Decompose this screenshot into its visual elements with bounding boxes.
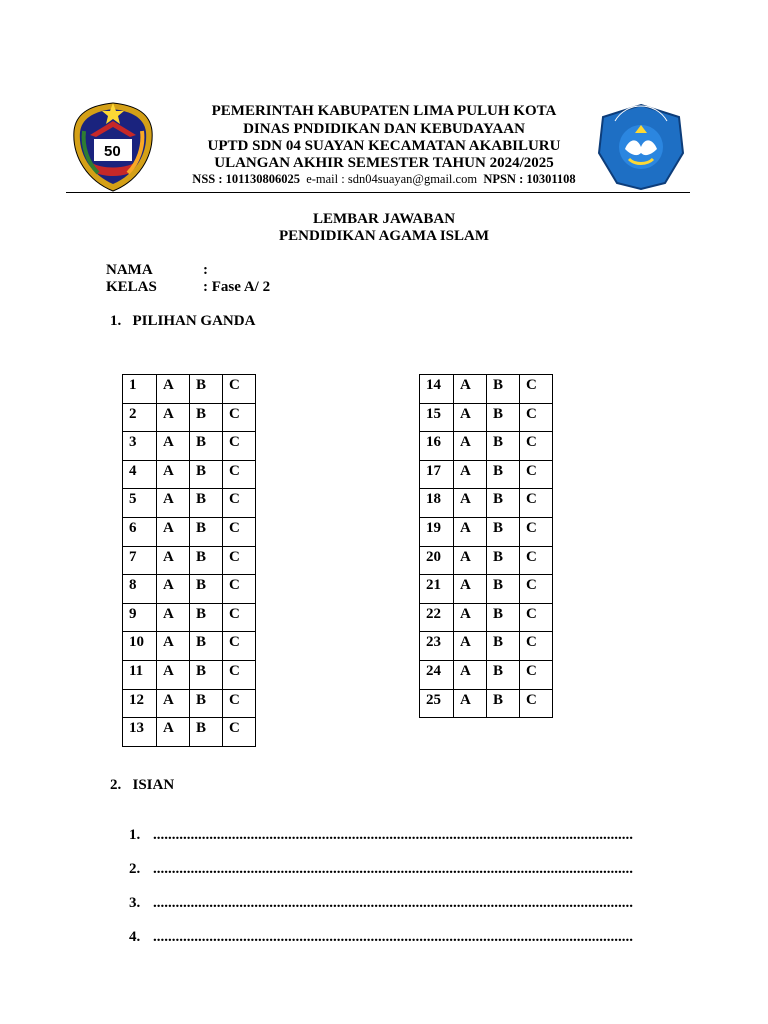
option-c[interactable]: C bbox=[520, 489, 553, 518]
question-number: 9 bbox=[123, 603, 157, 632]
option-c[interactable]: C bbox=[223, 718, 256, 747]
option-b[interactable]: B bbox=[190, 517, 223, 546]
option-b[interactable]: B bbox=[190, 689, 223, 718]
answer-row bbox=[420, 403, 553, 432]
option-a[interactable]: A bbox=[157, 517, 190, 546]
option-a[interactable]: A bbox=[454, 660, 487, 689]
emblem-number: 50 bbox=[104, 143, 121, 160]
question-number: 6 bbox=[123, 517, 157, 546]
option-b[interactable]: B bbox=[190, 575, 223, 604]
question-number: 7 bbox=[123, 546, 157, 575]
answer-table-right bbox=[419, 374, 553, 718]
question-number: 18 bbox=[420, 489, 454, 518]
option-c[interactable]: C bbox=[520, 403, 553, 432]
answer-row bbox=[123, 517, 256, 546]
option-b[interactable]: B bbox=[190, 432, 223, 461]
option-b[interactable]: B bbox=[487, 632, 520, 661]
answer-row bbox=[420, 432, 553, 461]
option-c[interactable]: C bbox=[520, 460, 553, 489]
answer-row bbox=[420, 489, 553, 518]
question-number: 8 bbox=[123, 575, 157, 604]
essay-item[interactable] bbox=[129, 929, 633, 945]
option-b[interactable]: B bbox=[190, 632, 223, 661]
essay-item[interactable] bbox=[129, 861, 633, 877]
option-a[interactable]: A bbox=[157, 546, 190, 575]
question-number: 22 bbox=[420, 603, 454, 632]
option-a[interactable]: A bbox=[454, 489, 487, 518]
question-number: 16 bbox=[420, 432, 454, 461]
option-b[interactable]: B bbox=[487, 517, 520, 546]
sheet-title: LEMBAR JAWABAN bbox=[312, 211, 456, 227]
section-label: ISIAN bbox=[132, 777, 175, 793]
answer-row bbox=[420, 632, 553, 661]
option-a[interactable]: A bbox=[454, 432, 487, 461]
answer-row bbox=[123, 660, 256, 689]
question-number: 17 bbox=[420, 460, 454, 489]
header-school: UPTD SDN 04 SUAYAN KECAMATAN AKABILURU bbox=[207, 138, 561, 154]
option-b[interactable]: B bbox=[487, 546, 520, 575]
option-b[interactable]: B bbox=[190, 460, 223, 489]
option-a[interactable]: A bbox=[157, 603, 190, 632]
option-a[interactable]: A bbox=[454, 375, 487, 404]
header-government: PEMERINTAH KABUPATEN LIMA PULUH KOTA bbox=[211, 103, 557, 119]
question-number: 14 bbox=[420, 375, 454, 404]
option-a[interactable]: A bbox=[157, 432, 190, 461]
option-c[interactable]: C bbox=[223, 489, 256, 518]
question-number: 5 bbox=[123, 489, 157, 518]
question-number: 13 bbox=[123, 718, 157, 747]
option-c[interactable]: C bbox=[520, 575, 553, 604]
option-a[interactable]: A bbox=[157, 575, 190, 604]
answer-row bbox=[123, 432, 256, 461]
option-a[interactable]: A bbox=[157, 403, 190, 432]
section-essay bbox=[110, 777, 174, 793]
answer-row bbox=[123, 546, 256, 575]
answer-row bbox=[420, 689, 553, 718]
option-c[interactable]: C bbox=[223, 546, 256, 575]
option-a[interactable]: A bbox=[454, 517, 487, 546]
option-c[interactable]: C bbox=[520, 603, 553, 632]
name-label: NAMA bbox=[106, 262, 153, 278]
option-c[interactable]: C bbox=[223, 689, 256, 718]
option-c[interactable]: C bbox=[223, 375, 256, 404]
option-a[interactable]: A bbox=[454, 689, 487, 718]
question-number: 25 bbox=[420, 689, 454, 718]
header-exam: ULANGAN AKHIR SEMESTER TAHUN 2024/2025 bbox=[214, 155, 554, 171]
question-number: 20 bbox=[420, 546, 454, 575]
class-label: KELAS bbox=[106, 279, 157, 295]
answer-row bbox=[420, 460, 553, 489]
answer-row bbox=[123, 603, 256, 632]
option-b[interactable]: B bbox=[487, 375, 520, 404]
section-label: PILIHAN GANDA bbox=[132, 313, 256, 329]
question-number: 3 bbox=[123, 432, 157, 461]
answer-row bbox=[420, 375, 553, 404]
option-c[interactable]: C bbox=[520, 432, 553, 461]
question-number: 19 bbox=[420, 517, 454, 546]
answer-row bbox=[123, 632, 256, 661]
option-c[interactable]: C bbox=[520, 517, 553, 546]
option-a[interactable]: A bbox=[157, 660, 190, 689]
option-c[interactable]: C bbox=[223, 660, 256, 689]
question-number: 10 bbox=[123, 632, 157, 661]
option-c[interactable]: C bbox=[223, 603, 256, 632]
option-a[interactable]: A bbox=[157, 632, 190, 661]
option-a[interactable]: A bbox=[454, 632, 487, 661]
option-a[interactable]: A bbox=[157, 689, 190, 718]
answer-row bbox=[123, 403, 256, 432]
answer-row bbox=[123, 375, 256, 404]
option-a[interactable]: A bbox=[157, 375, 190, 404]
option-a[interactable]: A bbox=[454, 460, 487, 489]
option-b[interactable]: B bbox=[190, 489, 223, 518]
question-number: 24 bbox=[420, 660, 454, 689]
option-c[interactable]: C bbox=[223, 575, 256, 604]
option-c[interactable]: C bbox=[520, 375, 553, 404]
subject-title: PENDIDIKAN AGAMA ISLAM bbox=[278, 228, 489, 244]
option-b[interactable]: B bbox=[487, 575, 520, 604]
answer-row bbox=[123, 689, 256, 718]
option-c[interactable]: C bbox=[223, 432, 256, 461]
essay-answer-line[interactable]: ................................................................................................................................ bbox=[153, 861, 633, 877]
option-a[interactable]: A bbox=[157, 718, 190, 747]
essay-answer-line[interactable]: ................................................................................................................................ bbox=[153, 929, 633, 945]
option-b[interactable]: B bbox=[487, 432, 520, 461]
option-b[interactable]: B bbox=[190, 375, 223, 404]
question-number: 2 bbox=[123, 403, 157, 432]
essay-number: 1. bbox=[129, 827, 141, 843]
header-npsn: NPSN : 10301108 bbox=[483, 172, 576, 186]
option-b[interactable]: B bbox=[487, 489, 520, 518]
option-b[interactable]: B bbox=[190, 660, 223, 689]
answer-row bbox=[420, 575, 553, 604]
essay-answer-line[interactable]: ................................................................................................................................ bbox=[153, 827, 633, 843]
option-c[interactable]: C bbox=[520, 546, 553, 575]
option-c[interactable]: C bbox=[520, 660, 553, 689]
option-b[interactable]: B bbox=[487, 660, 520, 689]
option-b[interactable]: B bbox=[190, 718, 223, 747]
essay-number: 4. bbox=[129, 929, 141, 945]
option-c[interactable]: C bbox=[223, 517, 256, 546]
section-multiple-choice bbox=[110, 313, 255, 329]
class-field[interactable]: : Fase A/ 2 bbox=[203, 279, 271, 295]
answer-row bbox=[123, 460, 256, 489]
option-a[interactable]: A bbox=[454, 575, 487, 604]
option-b[interactable]: B bbox=[487, 603, 520, 632]
essay-item[interactable] bbox=[129, 827, 633, 843]
question-number: 12 bbox=[123, 689, 157, 718]
header-email: e-mail : sdn04suayan@gmail.com bbox=[306, 172, 478, 186]
option-b[interactable]: B bbox=[190, 603, 223, 632]
essay-answer-line[interactable]: ................................................................................................................................ bbox=[153, 895, 633, 911]
header-contact bbox=[0, 171, 768, 187]
question-number: 23 bbox=[420, 632, 454, 661]
section-number: 1. bbox=[110, 313, 122, 329]
essay-number: 2. bbox=[129, 861, 141, 877]
question-number: 1 bbox=[123, 375, 157, 404]
essay-number: 3. bbox=[129, 895, 141, 911]
answer-row bbox=[123, 718, 256, 747]
option-a[interactable]: A bbox=[157, 489, 190, 518]
option-b[interactable]: B bbox=[190, 403, 223, 432]
option-a[interactable]: A bbox=[454, 603, 487, 632]
answer-row bbox=[123, 489, 256, 518]
question-number: 15 bbox=[420, 403, 454, 432]
essay-item[interactable] bbox=[129, 895, 633, 911]
answer-row bbox=[420, 660, 553, 689]
header-nss: NSS : 101130806025 bbox=[192, 172, 300, 186]
option-c[interactable]: C bbox=[223, 403, 256, 432]
option-b[interactable]: B bbox=[487, 689, 520, 718]
answer-row bbox=[420, 517, 553, 546]
question-number: 21 bbox=[420, 575, 454, 604]
option-c[interactable]: C bbox=[520, 689, 553, 718]
name-field[interactable]: : bbox=[203, 262, 208, 278]
option-a[interactable]: A bbox=[454, 546, 487, 575]
header-department: DINAS PNDIDIKAN DAN KEBUDAYAAN bbox=[243, 121, 525, 137]
option-c[interactable]: C bbox=[223, 460, 256, 489]
question-number: 11 bbox=[123, 660, 157, 689]
question-number: 4 bbox=[123, 460, 157, 489]
option-b[interactable]: B bbox=[487, 403, 520, 432]
option-c[interactable]: C bbox=[520, 632, 553, 661]
option-c[interactable]: C bbox=[223, 632, 256, 661]
option-b[interactable]: B bbox=[487, 460, 520, 489]
answer-row bbox=[420, 546, 553, 575]
option-a[interactable]: A bbox=[454, 403, 487, 432]
answer-table-left bbox=[122, 374, 256, 747]
answer-row bbox=[123, 575, 256, 604]
section-number: 2. bbox=[110, 777, 122, 793]
answer-row bbox=[420, 603, 553, 632]
option-b[interactable]: B bbox=[190, 546, 223, 575]
option-a[interactable]: A bbox=[157, 460, 190, 489]
header-divider bbox=[66, 192, 690, 193]
